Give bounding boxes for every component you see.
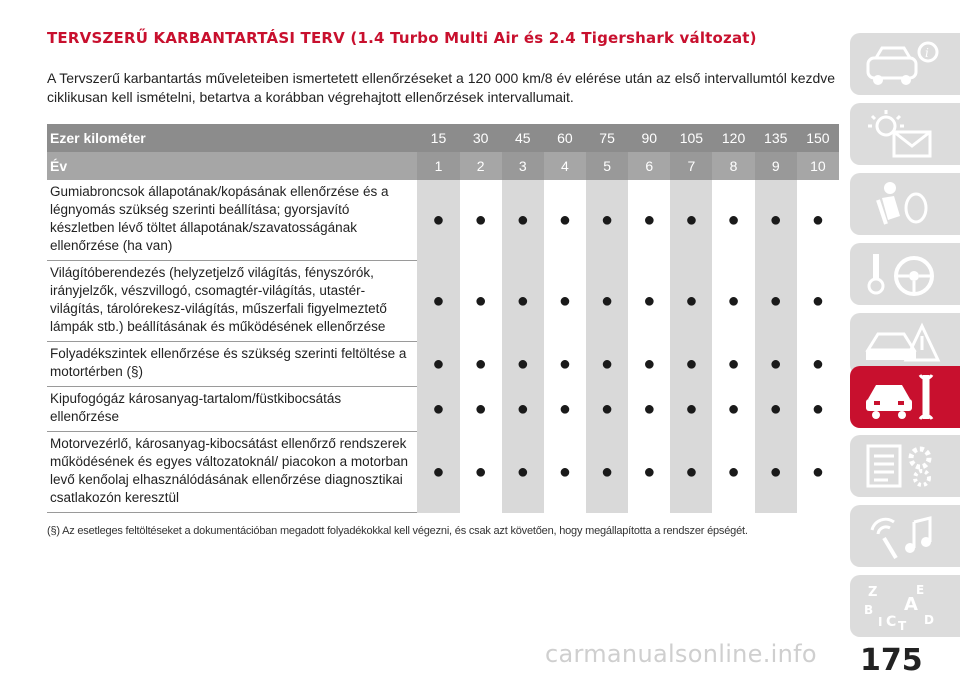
tab-maintenance[interactable] [850, 366, 960, 428]
emergency-car-icon [864, 320, 944, 368]
task-description: Motorvezérlő, károsanyag-kibocsátást ellenőrző rendszerek működésének és egyes változatoknál/ piacokon a motorban levő kenőolaj elhasználódásának ellenőrzése diagnosztikai csatlakozón keresztül [47, 432, 417, 513]
schedule-mark: ● [797, 387, 839, 432]
schedule-mark: ● [628, 180, 670, 261]
schedule-mark: ● [502, 261, 544, 342]
year-header-value: 4 [544, 152, 586, 180]
tab-warning-lights[interactable] [850, 103, 960, 165]
index-letter: E [916, 583, 925, 597]
year-header-value: 8 [712, 152, 754, 180]
year-header-value: 9 [755, 152, 797, 180]
task-description: Folyadékszintek ellenőrzése és szükség szerinti feltöltése a motortérben (§) [47, 342, 417, 387]
km-header-label: Ezer kilométer [47, 124, 417, 152]
car-dashboard-icon [864, 40, 944, 88]
year-header-value: 6 [628, 152, 670, 180]
index-letter: Z [868, 585, 878, 600]
schedule-mark: ● [797, 180, 839, 261]
schedule-mark: ● [586, 432, 628, 513]
schedule-mark: ● [628, 387, 670, 432]
schedule-mark: ● [586, 180, 628, 261]
year-header-row [47, 152, 839, 180]
km-header-value: 75 [586, 124, 628, 152]
year-header-value: 3 [502, 152, 544, 180]
schedule-mark: ● [670, 261, 712, 342]
tab-starting-driving[interactable] [850, 243, 960, 305]
schedule-mark: ● [628, 342, 670, 387]
schedule-mark: ● [797, 342, 839, 387]
year-header-value: 1 [417, 152, 459, 180]
year-header-value: 2 [460, 152, 502, 180]
schedule-mark: ● [544, 342, 586, 387]
schedule-mark: ● [460, 180, 502, 261]
schedule-mark: ● [670, 180, 712, 261]
schedule-mark: ● [670, 387, 712, 432]
schedule-mark: ● [586, 342, 628, 387]
index-letter: T [898, 619, 907, 630]
index-icon [864, 582, 944, 630]
schedule-mark: ● [417, 432, 459, 513]
table-row [47, 432, 839, 513]
warning-lights-icon [864, 110, 944, 158]
schedule-mark: ● [797, 432, 839, 513]
maintenance-schedule-table [47, 124, 839, 513]
km-header-value: 135 [755, 124, 797, 152]
car-maintenance-icon [864, 373, 944, 421]
schedule-mark: ● [586, 387, 628, 432]
km-header-value: 30 [460, 124, 502, 152]
schedule-mark: ● [755, 180, 797, 261]
index-letter: D [924, 613, 934, 627]
schedule-mark: ● [417, 342, 459, 387]
year-header-value: 10 [797, 152, 839, 180]
page-number: 175 [860, 643, 923, 678]
table-row [47, 180, 839, 261]
index-letter: A [904, 594, 918, 615]
km-header-row [47, 124, 839, 152]
schedule-mark: ● [628, 261, 670, 342]
svg-text:i: i [925, 46, 929, 60]
schedule-mark: ● [502, 342, 544, 387]
key-steering-icon [864, 250, 944, 298]
tab-index[interactable] [850, 575, 960, 637]
schedule-mark: ● [460, 432, 502, 513]
schedule-mark: ● [460, 387, 502, 432]
schedule-mark: ● [712, 432, 754, 513]
table-row [47, 261, 839, 342]
schedule-mark: ● [502, 432, 544, 513]
tab-safety[interactable] [850, 173, 960, 235]
schedule-mark: ● [628, 432, 670, 513]
schedule-mark: ● [755, 432, 797, 513]
schedule-mark: ● [755, 387, 797, 432]
schedule-mark: ● [460, 261, 502, 342]
index-letter: C [886, 614, 897, 630]
schedule-mark: ● [670, 342, 712, 387]
schedule-mark: ● [712, 342, 754, 387]
tab-technical-data[interactable] [850, 435, 960, 497]
schedule-mark: ● [586, 261, 628, 342]
table-row [47, 387, 839, 432]
schedule-mark: ● [544, 432, 586, 513]
schedule-mark: ● [502, 180, 544, 261]
tab-dashboard[interactable] [850, 33, 960, 95]
schedule-mark: ● [544, 387, 586, 432]
task-description: Kipufogógáz károsanyag-tartalom/füstkibocsátás ellenőrzése [47, 387, 417, 432]
schedule-mark: ● [417, 387, 459, 432]
km-header-value: 90 [628, 124, 670, 152]
table-row [47, 342, 839, 387]
km-header-value: 15 [417, 124, 459, 152]
year-header-label: Év [47, 152, 417, 180]
year-header-value: 7 [670, 152, 712, 180]
schedule-mark: ● [712, 180, 754, 261]
km-header-value: 150 [797, 124, 839, 152]
schedule-mark: ● [417, 180, 459, 261]
schedule-mark: ● [544, 180, 586, 261]
airbag-seat-icon [864, 180, 944, 228]
km-header-value: 60 [544, 124, 586, 152]
schedule-mark: ● [670, 432, 712, 513]
technical-data-icon [864, 442, 944, 490]
schedule-mark: ● [460, 342, 502, 387]
tab-multimedia[interactable] [850, 505, 960, 567]
watermark: carmanualsonline.info [545, 640, 817, 668]
km-header-value: 120 [712, 124, 754, 152]
schedule-mark: ● [544, 261, 586, 342]
schedule-mark: ● [755, 261, 797, 342]
km-header-value: 105 [670, 124, 712, 152]
footnote: (§) Az esetleges feltöltéseket a dokumentációban megadott folyadékokkal kell végezni, és csak azt követően, hogy megállapította a rendszer épségét. [47, 525, 748, 537]
schedule-mark: ● [712, 261, 754, 342]
km-header-value: 45 [502, 124, 544, 152]
schedule-mark: ● [502, 387, 544, 432]
multimedia-icon [864, 512, 944, 560]
task-description: Világítóberendezés (helyzetjelző világítás, fényszórók, irányjelzők, vészvillogó, csomagtér-világítás, utastér-világítás, tárolórekesz-világítás, műszerfali figyelmeztető lámpák stb.) beállításának és működésének ellenőrzése [47, 261, 417, 342]
index-letter: I [878, 615, 883, 629]
schedule-mark: ● [755, 342, 797, 387]
schedule-mark: ● [712, 387, 754, 432]
year-header-value: 5 [586, 152, 628, 180]
schedule-mark: ● [797, 261, 839, 342]
intro-paragraph: A Tervszerű karbantartás műveleteiben ismertetett ellenőrzéseket a 120 000 km/8 év elérése után az első intervallumtól kezdve ciklikusan kell ismételni, betartva a korábban végrehajtott ellenőrzések intervallumait. [47, 70, 836, 105]
schedule-mark: ● [417, 261, 459, 342]
page-title: TERVSZERŰ KARBANTARTÁSI TERV (1.4 Turbo Multi Air és 2.4 Tigershark változat) [47, 29, 757, 47]
index-letter: B [864, 603, 874, 617]
task-description: Gumiabroncsok állapotának/kopásának ellenőrzése és a légnyomás szükség szerinti beállítása; gyorsjavító készletben lévő töltet állapotának/szavatosságának ellenőrzése (ha van) [47, 180, 417, 261]
